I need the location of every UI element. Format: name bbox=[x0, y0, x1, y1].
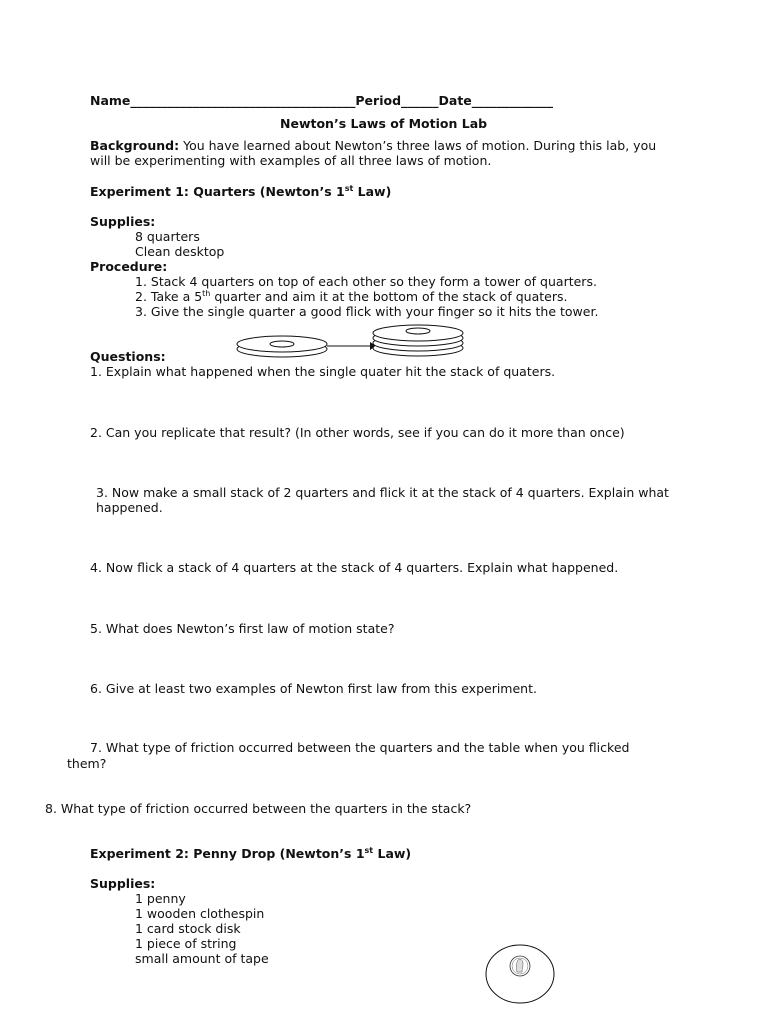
experiment1-supply-item: Clean desktop bbox=[135, 244, 225, 259]
experiment1-supplies-label: Supplies: bbox=[90, 214, 156, 229]
procedure-step-1: 1. Stack 4 quarters on top of each other so they form a tower of quarters. bbox=[135, 274, 597, 289]
background-text-line1: You have learned about Newton’s three laws of motion. During this lab, you bbox=[179, 138, 657, 153]
experiment1-title-suffix: Law) bbox=[353, 184, 392, 199]
experiment2-supplies-label: Supplies: bbox=[90, 876, 156, 891]
experiment2-supply-item: small amount of tape bbox=[135, 951, 269, 966]
procedure-step-2-suffix: quarter and aim it at the bottom of the stack of quaters. bbox=[210, 289, 568, 304]
question-3-line1: 3. Now make a small stack of 2 quarters and flick it at the stack of 4 quarters. Explain what bbox=[96, 485, 669, 500]
question-3-line2: happened. bbox=[96, 500, 163, 515]
experiment2-title-text: Experiment 2: Penny Drop (Newton’s 1 bbox=[90, 846, 365, 861]
question-5: 5. What does Newton’s first law of motion state? bbox=[90, 621, 395, 636]
experiment2-supply-item: 1 piece of string bbox=[135, 936, 237, 951]
experiment2-supply-item: 1 card stock disk bbox=[135, 921, 241, 936]
experiment2-title bbox=[90, 846, 411, 861]
background-label: Background: bbox=[90, 138, 180, 153]
procedure-step-3: 3. Give the single quarter a good flick with your finger so it hits the tower. bbox=[135, 304, 599, 319]
experiment2-supply-item: 1 penny bbox=[135, 891, 186, 906]
experiment1-title bbox=[90, 184, 391, 199]
question-7-line2: them? bbox=[67, 756, 107, 771]
background-paragraph bbox=[90, 138, 656, 153]
penny-icon bbox=[510, 956, 530, 976]
experiment2-title-suffix: Law) bbox=[373, 846, 412, 861]
penny-disk-diagram bbox=[484, 943, 556, 1005]
experiment1-title-text: Experiment 1: Quarters (Newton’s 1 bbox=[90, 184, 345, 199]
worksheet-title: Newton’s Laws of Motion Lab bbox=[280, 116, 488, 131]
experiment1-procedure-label: Procedure: bbox=[90, 259, 168, 274]
experiment1-title-sup: st bbox=[344, 183, 354, 193]
procedure-step-2 bbox=[135, 289, 567, 304]
question-1: 1. Explain what happened when the single quater hit the stack of quaters. bbox=[90, 364, 556, 379]
procedure-step-2-sup: th bbox=[202, 288, 211, 298]
quarters-diagram bbox=[230, 318, 475, 360]
procedure-step-2-text: 2. Take a 5 bbox=[135, 289, 203, 304]
experiment1-supply-item: 8 quarters bbox=[135, 229, 200, 244]
experiment2-title-sup: st bbox=[364, 845, 374, 855]
experiment2-supply-item: 1 wooden clothespin bbox=[135, 906, 265, 921]
question-7-line1: 7. What type of friction occurred between the quarters and the table when you flicked bbox=[90, 740, 630, 755]
experiment1-questions-label: Questions: bbox=[90, 349, 166, 364]
question-2: 2. Can you replicate that result? (In other words, see if you can do it more than once) bbox=[90, 425, 625, 440]
question-8: 8. What type of friction occurred between the quarters in the stack? bbox=[45, 801, 472, 816]
question-4: 4. Now flick a stack of 4 quarters at the stack of 4 quarters. Explain what happened. bbox=[90, 560, 619, 575]
question-6: 6. Give at least two examples of Newton first law from this experiment. bbox=[90, 681, 537, 696]
single-quarter-icon bbox=[237, 336, 327, 357]
quarter-stack-icon bbox=[373, 325, 463, 356]
arrow-icon bbox=[327, 342, 376, 350]
name-period-date-line: Name____________________________________Period______Date_____________ bbox=[90, 93, 554, 108]
background-text-line2: will be experimenting with examples of all three laws of motion. bbox=[90, 153, 492, 168]
